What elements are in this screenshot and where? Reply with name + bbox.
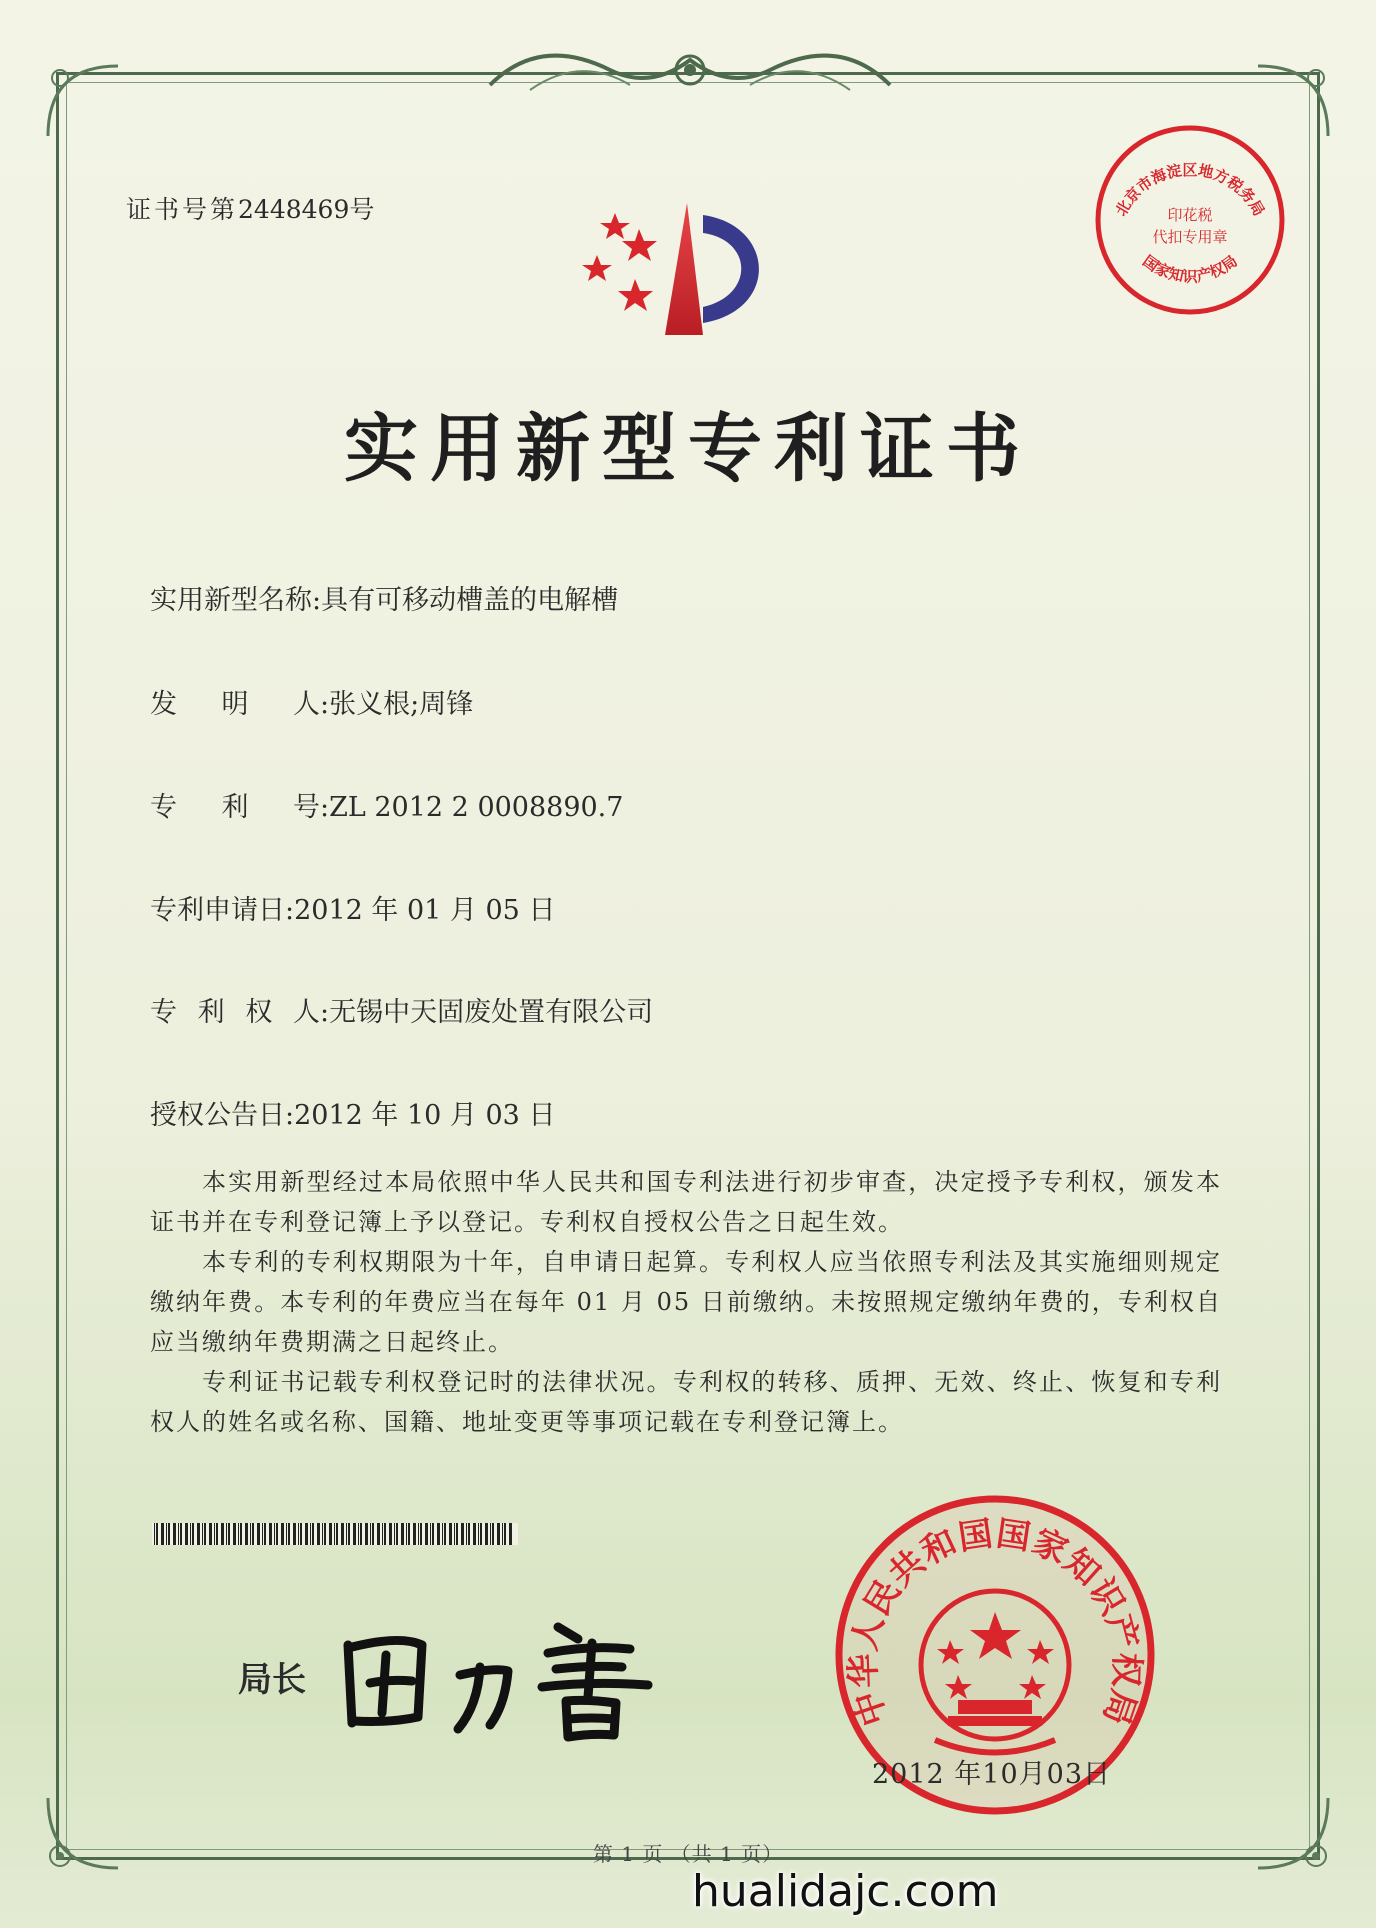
barcode-bar — [245, 1523, 248, 1545]
barcode-bar — [360, 1523, 362, 1545]
barcode-bar — [300, 1523, 302, 1545]
certificate-number-value: 2448469 — [238, 195, 350, 224]
barcode-bar — [324, 1523, 326, 1545]
certificate-number-suffix: 号 — [349, 195, 378, 224]
inventor-label-char: 明 — [221, 689, 249, 720]
barcode-bar — [202, 1523, 203, 1545]
patent-number-label-char: 利 — [221, 792, 249, 823]
barcode-bar — [389, 1523, 392, 1545]
patentee-field — [150, 990, 653, 1029]
barcode-bar — [264, 1523, 266, 1545]
barcode-bar — [274, 1523, 275, 1545]
barcode-bar — [413, 1523, 416, 1545]
patent-number-colon: : — [320, 792, 330, 823]
barcode-bar — [430, 1523, 431, 1545]
barcode-bar — [420, 1523, 422, 1545]
barcode-bar — [257, 1523, 260, 1545]
barcode-bar — [461, 1523, 464, 1545]
barcode-bar — [226, 1523, 227, 1545]
barcode-bar — [180, 1523, 182, 1545]
barcode-bar — [250, 1523, 251, 1545]
barcode-bar — [204, 1523, 206, 1545]
barcode-bar — [281, 1523, 284, 1545]
tax-seal-outer-text: 北京市海淀区地方税务局 — [1111, 160, 1269, 220]
barcode-bar — [382, 1523, 383, 1545]
barcode-bar — [480, 1523, 482, 1545]
barcode-bar — [442, 1523, 443, 1545]
barcode-bar — [432, 1523, 434, 1545]
barcode-bar — [401, 1523, 404, 1545]
utility-model-name-label: 实用新型名称: — [150, 585, 322, 616]
barcode-bar — [497, 1523, 500, 1545]
barcode-bar — [216, 1523, 218, 1545]
barcode-bar — [478, 1523, 479, 1545]
barcode-bar — [178, 1523, 179, 1545]
patentee-label-char: 利 — [197, 997, 225, 1028]
certificate-number — [126, 190, 377, 226]
application-date-field — [150, 888, 555, 927]
barcode-bar — [173, 1523, 176, 1545]
barcode-bar — [156, 1523, 158, 1545]
corner-ornament-top-left — [38, 56, 128, 146]
grant-date-value: 2012 年 10 月 03 日 — [294, 1100, 556, 1131]
barcode-bar — [252, 1523, 254, 1545]
seal-text: 中华人民共和国国家知识产权局 — [843, 1513, 1147, 1731]
barcode-bar — [365, 1523, 368, 1545]
barcode-bar — [214, 1523, 215, 1545]
utility-model-name-field — [150, 578, 618, 617]
patentee-label-char: 权 — [245, 997, 273, 1028]
barcode-bar — [154, 1523, 155, 1545]
barcode-bar — [456, 1523, 458, 1545]
patent-number-field — [150, 785, 623, 824]
inventor-field — [150, 682, 473, 721]
certificate-number-prefix: 证书号第 — [126, 195, 239, 224]
barcode-bar — [492, 1523, 494, 1545]
barcode-bar — [317, 1523, 320, 1545]
barcode-bar — [509, 1523, 512, 1545]
barcode-bar — [161, 1523, 164, 1545]
barcode-bar — [348, 1523, 350, 1545]
barcode-bar — [336, 1523, 338, 1545]
barcode-bar — [269, 1523, 272, 1545]
barcode-bar — [466, 1523, 467, 1545]
barcode-bar — [449, 1523, 452, 1545]
barcode-bar — [473, 1523, 476, 1545]
director-signature — [330, 1605, 670, 1745]
barcode-bar — [444, 1523, 446, 1545]
patent-number-value: ZL 2012 2 0008890.7 — [329, 792, 624, 823]
barcode-bar — [209, 1523, 212, 1545]
grant-date-label: 授权公告日: — [150, 1100, 295, 1131]
barcode-bar — [377, 1523, 380, 1545]
body-paragraph-3: 专利证书记载专利权登记时的法律状况。专利权的转移、质押、无效、终止、恢复和专利权人的姓名或名称、国籍、地址变更等事项记载在专利登记簿上。 — [150, 1368, 1222, 1436]
barcode-bar — [166, 1523, 167, 1545]
application-date-value: 2012 年 01 月 05 日 — [294, 895, 556, 926]
barcode-bar — [502, 1523, 503, 1545]
utility-model-name-value: 具有可移动槽盖的电解槽 — [321, 585, 619, 616]
barcode-bar — [396, 1523, 398, 1545]
grant-date-field — [150, 1093, 555, 1132]
barcode-bar — [437, 1523, 440, 1545]
barcode-bar — [485, 1523, 488, 1545]
top-ornament — [470, 30, 910, 110]
barcode-bar — [233, 1523, 236, 1545]
certificate-body — [150, 1162, 1222, 1442]
barcode-bar — [221, 1523, 224, 1545]
inventor-label — [150, 682, 320, 721]
tax-seal-bottom-text: 国家知识产权局 — [1139, 251, 1241, 286]
barcode-bar — [341, 1523, 344, 1545]
body-paragraph-1: 本实用新型经过本局依照中华人民共和国专利法进行初步审查，决定授予专利权，颁发本证书并在专利登记簿上予以登记。专利权自授权公告之日起生效。 — [150, 1168, 1222, 1236]
director-label: 局长 — [238, 1660, 306, 1700]
barcode-bar — [406, 1523, 407, 1545]
tax-stamp-seal — [1092, 122, 1288, 318]
inventor-colon: : — [320, 689, 330, 720]
barcode-bar — [353, 1523, 356, 1545]
barcode-bar — [185, 1523, 188, 1545]
patentee-label — [150, 990, 320, 1029]
patent-number-label-char: 专 — [150, 792, 177, 823]
barcode-bar — [288, 1523, 290, 1545]
barcode-bar — [228, 1523, 230, 1545]
patentee-label-char: 专 — [150, 997, 177, 1028]
barcode-bar — [490, 1523, 491, 1545]
barcode-bar — [276, 1523, 278, 1545]
barcode-bar — [293, 1523, 296, 1545]
barcode-bar — [305, 1523, 308, 1545]
barcode-bar — [262, 1523, 263, 1545]
barcode-bar — [190, 1523, 191, 1545]
page-number: 第 1 页 （共 1 页） — [592, 1842, 784, 1866]
patentee-value: 无锡中天固废处置有限公司 — [329, 997, 654, 1028]
inventor-label-char: 发 — [150, 689, 177, 720]
patentee-colon: : — [320, 997, 330, 1028]
barcode-bar — [504, 1523, 506, 1545]
barcode-bar — [394, 1523, 395, 1545]
certificate-title: 实用新型专利证书 — [344, 406, 1032, 492]
barcode-bar — [358, 1523, 359, 1545]
barcode-icon — [152, 1523, 518, 1545]
barcode-bar — [346, 1523, 347, 1545]
barcode-bar — [312, 1523, 314, 1545]
tax-seal-center-line1: 印花税 — [1167, 206, 1213, 224]
tax-seal-center-line2: 代扣专用章 — [1152, 228, 1228, 246]
barcode-bar — [468, 1523, 470, 1545]
patent-number-label — [150, 785, 320, 824]
barcode-bar — [418, 1523, 419, 1545]
barcode-bar — [370, 1523, 371, 1545]
barcode-bar — [425, 1523, 428, 1545]
barcode-bar — [240, 1523, 242, 1545]
patent-number-label-char: 号 — [293, 792, 320, 823]
barcode-bar — [384, 1523, 386, 1545]
svg-text:国家知识产权局 — [1139, 252, 1241, 286]
site-watermark: hualidajc.com — [692, 1866, 999, 1917]
issue-date: 2012 年10月03日 — [872, 1759, 1112, 1790]
inventor-value: 张义根;周锋 — [329, 689, 474, 720]
barcode-bar — [298, 1523, 299, 1545]
patent-office-emblem-icon — [575, 195, 795, 345]
barcode-bar — [192, 1523, 194, 1545]
barcode-bar — [168, 1523, 170, 1545]
barcode-bar — [454, 1523, 455, 1545]
barcode-bar — [329, 1523, 332, 1545]
barcode-bar — [197, 1523, 200, 1545]
barcode-bar — [322, 1523, 323, 1545]
barcode-bar — [310, 1523, 311, 1545]
barcode-bar — [372, 1523, 374, 1545]
patentee-label-char: 人 — [292, 997, 320, 1028]
barcode-bar — [408, 1523, 410, 1545]
barcode-bar — [238, 1523, 239, 1545]
application-date-label: 专利申请日: — [150, 895, 295, 926]
body-paragraph-2: 本专利的专利权期限为十年，自申请日起算。专利权人应当依照专利法及其实施细则规定缴纳年费。本专利的年费应当在每年 01 月 05 日前缴纳。未按照规定缴纳年费的，专利权自应当缴纳年费期满之日起终止。 — [150, 1248, 1222, 1356]
inventor-label-char: 人 — [293, 689, 320, 720]
barcode-bar — [334, 1523, 335, 1545]
barcode-bar — [286, 1523, 287, 1545]
